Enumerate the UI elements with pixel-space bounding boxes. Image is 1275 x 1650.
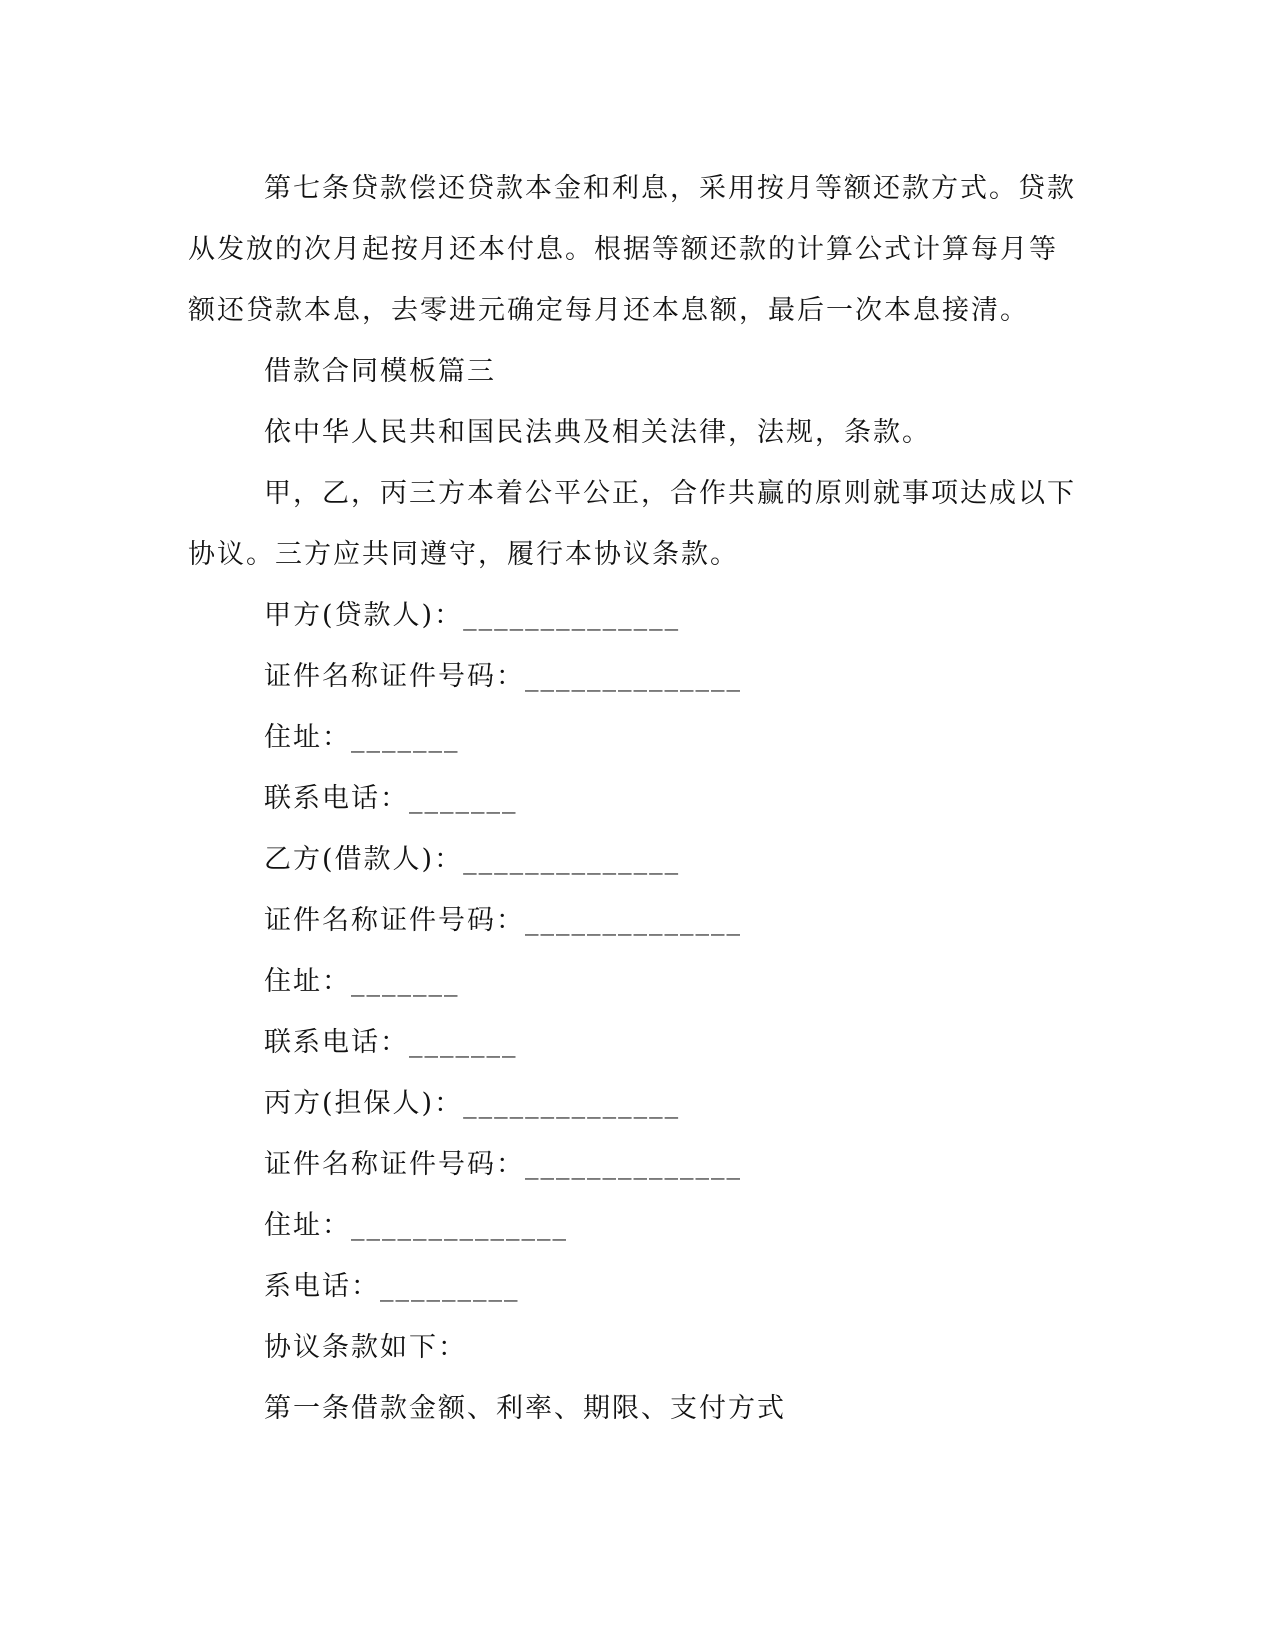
party-c-name-field: 丙方(担保人)：______________ bbox=[264, 1088, 681, 1119]
article-1-heading: 第一条借款金额、利率、期限、支付方式 bbox=[264, 1393, 786, 1424]
terms-intro: 协议条款如下： bbox=[264, 1332, 467, 1363]
document-body bbox=[188, 158, 1078, 1439]
paragraph-legal-basis: 依中华人民共和国民法典及相关法律，法规，条款。 bbox=[264, 417, 931, 448]
party-a-phone-field: 联系电话：_______ bbox=[264, 783, 518, 814]
party-b-name-field: 乙方(借款人)：______________ bbox=[264, 844, 681, 875]
party-b-phone-field: 联系电话：_______ bbox=[264, 1027, 518, 1058]
section-heading: 借款合同模板篇三 bbox=[264, 356, 496, 387]
party-c-id-field: 证件名称证件号码：______________ bbox=[264, 1149, 742, 1180]
paragraph-article-7-repayment: 第七条贷款偿还贷款本金和利息，采用按月等额还款方式。贷款从发放的次月起按月还本付息。根据等额还款的计算公式计算每月等额还贷款本息，去零进元确定每月还本息额，最后一次本息接清。 bbox=[188, 173, 1076, 326]
paragraph-agreement-intro: 甲，乙，丙三方本着公平公正，合作共赢的原则就事项达成以下协议。三方应共同遵守，履行本协议条款。 bbox=[188, 478, 1076, 570]
party-a-id-field: 证件名称证件号码：______________ bbox=[264, 661, 742, 692]
party-c-phone-field: 系电话：_________ bbox=[264, 1271, 520, 1302]
party-b-address-field: 住址：_______ bbox=[264, 966, 460, 997]
party-c-address-field: 住址：______________ bbox=[264, 1210, 568, 1241]
party-a-name-field: 甲方(贷款人)：______________ bbox=[264, 600, 681, 631]
party-a-address-field: 住址：_______ bbox=[264, 722, 460, 753]
party-b-id-field: 证件名称证件号码：______________ bbox=[264, 905, 742, 936]
